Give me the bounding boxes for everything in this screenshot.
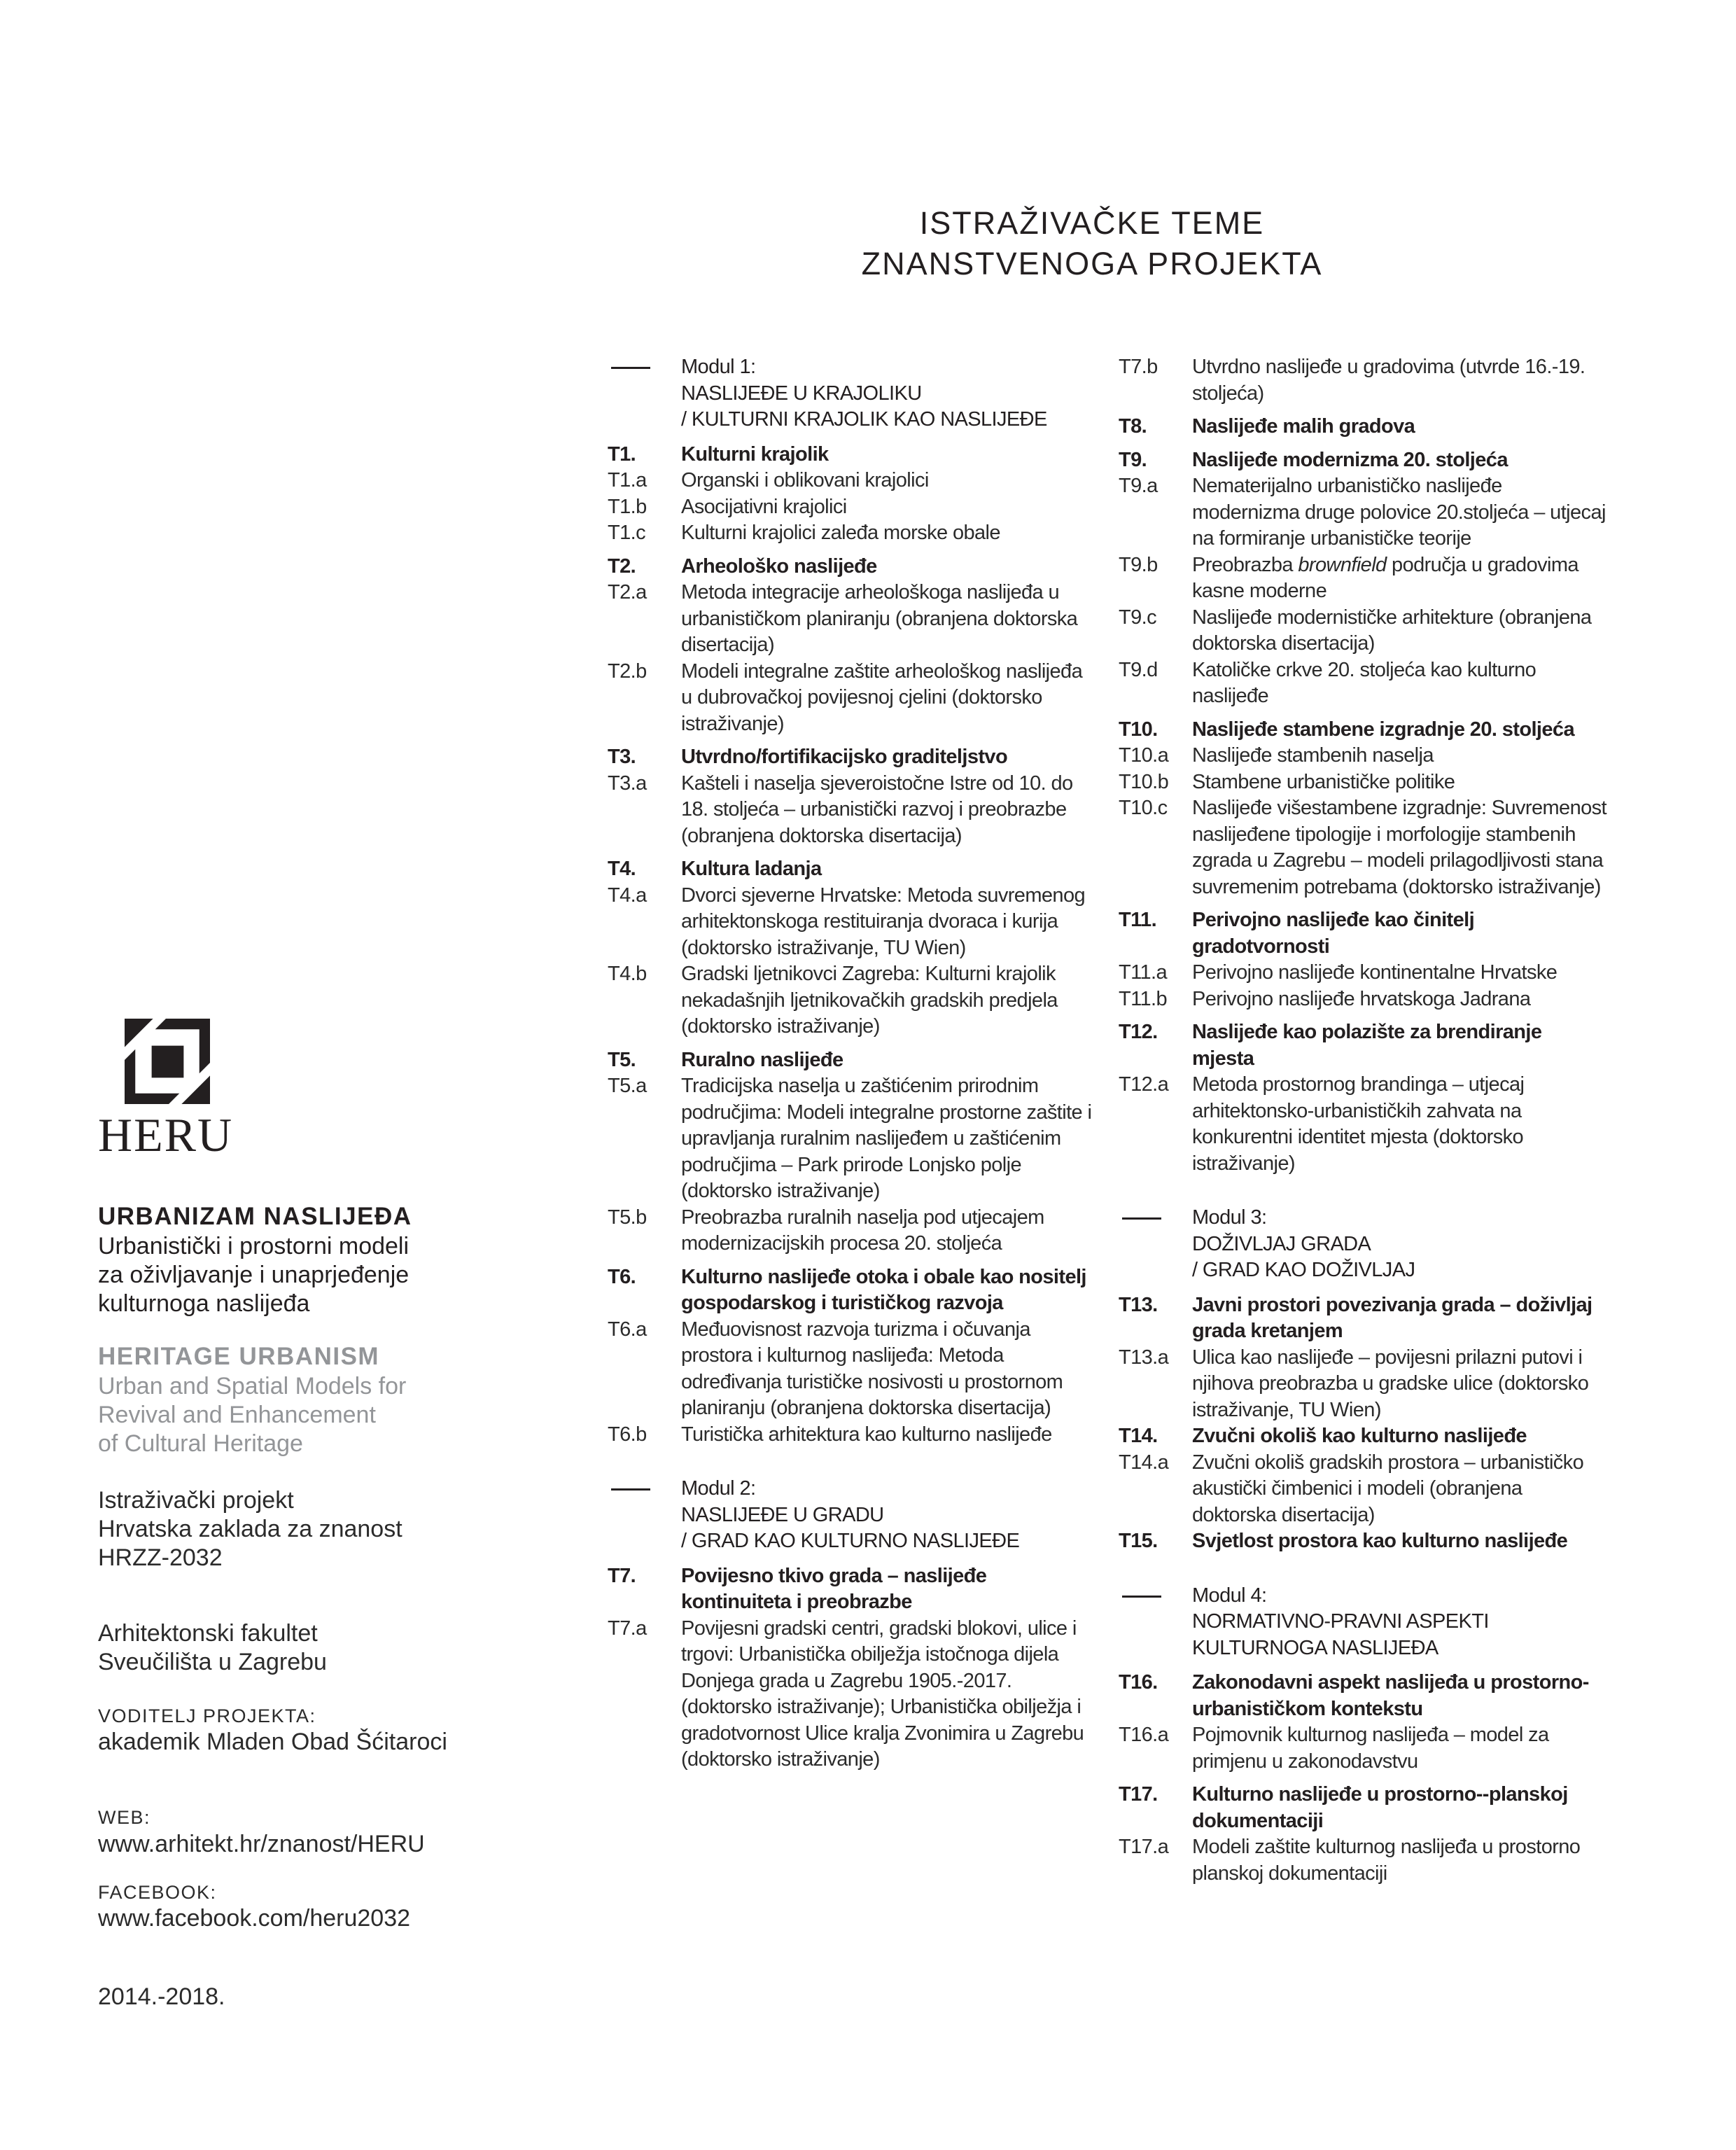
- module-heading-line: / GRAD KAO DOŽIVLJAJ: [1192, 1259, 1415, 1281]
- topic-code: T14.a: [1119, 1451, 1169, 1474]
- subtopic-item: [1119, 657, 1609, 710]
- topic-item: [608, 744, 1098, 771]
- subtopic-item: [1119, 769, 1609, 796]
- topic-code: T9.c: [1119, 606, 1156, 629]
- topic-text: Naslijeđe kao polazište za brendiranje mjesta: [1192, 1021, 1542, 1070]
- topic-item: [608, 1047, 1098, 1074]
- leader-label: VODITELJ PROJEKTA:: [98, 1705, 316, 1726]
- subtopic-item: [608, 1205, 1098, 1257]
- subtopic-item: [608, 580, 1098, 659]
- module-heading: [1119, 1583, 1609, 1662]
- web-label: WEB:: [98, 1807, 151, 1828]
- subtopic-item: [608, 1317, 1098, 1422]
- topic-code: T2.a: [608, 581, 647, 603]
- topic-text: Međuovisnost razvoja turizma i očuvanja prostora i kulturnog naslijeđa: Metoda određivanja turističke nosivosti u prostornom planiranju (obranjena doktorska disertacija): [681, 1318, 1063, 1419]
- topic-text: Tradicijska naselja u zaštićenim prirodnim područjima: Modeli integralne prostorne zaštite i upravljanja ruralnim naslijeđem u zaštićenim područjima – Park prirode Lonjsko polje (doktorsko istraživanje): [681, 1075, 1092, 1202]
- topics-column-left: [608, 354, 1098, 1773]
- topic-text: Nematerijalno urbanističko naslijeđe modernizma druge polovice 20.stoljeća – utjecaj na formiranje urbanističke teorije: [1192, 475, 1606, 550]
- subtopic-item: [1119, 1450, 1609, 1529]
- topic-code: T10.a: [1119, 744, 1169, 767]
- topic-item: [608, 442, 1098, 468]
- heru-square-logo-icon: [125, 1019, 210, 1104]
- topic-text: Kulturni krajolik: [681, 442, 829, 466]
- topic-code: T2.b: [608, 659, 647, 683]
- topic-code: T12.a: [1119, 1073, 1169, 1096]
- topic-code: T9.a: [1119, 475, 1158, 497]
- topic-code: T4.: [608, 858, 636, 880]
- topic-item: [608, 1563, 1098, 1616]
- heru-wordmark: HERU: [98, 1108, 234, 1161]
- module-heading-line: KULTURNOGA NASLIJEĐA: [1192, 1636, 1438, 1659]
- funding-info: Istraživački projekt Hrvatska zaklada za znanost HRZZ-2032: [98, 1487, 402, 1571]
- topic-code: T1.: [608, 442, 636, 466]
- leader-name: akademik Mladen Obad Šćitaroci: [98, 1729, 447, 1755]
- topic-code: T12.: [1119, 1021, 1158, 1043]
- topic-text: Kašteli i naselja sjeveroistočne Istre od 10. do 18. stoljeća – urbanistički razvoj i preobrazbe (obranjena doktorska disertacija): [681, 772, 1073, 847]
- module-heading-line: NASLIJEĐE U GRADU: [681, 1503, 884, 1526]
- topic-text: Preobrazba ruralnih naselja pod utjecajem modernizacijskih procesa 20. stoljeća: [681, 1206, 1044, 1255]
- page-title: [812, 203, 1372, 284]
- module-heading-line: / GRAD KAO KULTURNO NASLIJEĐE: [681, 1530, 1020, 1552]
- topic-code: T3.a: [608, 772, 647, 795]
- topic-text: Utvrdno naslijeđe u gradovima (utvrde 16.-19. stoljeća): [1192, 356, 1586, 405]
- topic-code: T1.b: [608, 495, 647, 518]
- module-heading-line: / KULTURNI KRAJOLIK KAO NASLIJEĐE: [681, 408, 1047, 431]
- topic-text: Ulica kao naslijeđe – povijesni prilazni putovi i njihova preobrazba u gradske ulice (doktorsko istraživanje, TU Wien): [1192, 1346, 1589, 1421]
- topic-code: T17.a: [1119, 1836, 1169, 1858]
- subtopic-item: [608, 771, 1098, 850]
- module-dash-divider: [1122, 1217, 1161, 1220]
- topic-item: [1119, 717, 1609, 744]
- topic-code: T4.a: [608, 884, 647, 907]
- topic-text: Katoličke crkve 20. stoljeća kao kulturno naslijeđe: [1192, 658, 1536, 707]
- subtopic-item: [1119, 1345, 1609, 1424]
- topic-text: Kulturni krajolici zaleđa morske obale: [681, 522, 1000, 544]
- institution-info: Arhitektonski fakultet Sveučilišta u Zagrebu: [98, 1620, 327, 1675]
- topic-text: Utvrdno/fortifikacijsko graditeljstvo: [681, 746, 1008, 768]
- topic-text: Naslijeđe modernizma 20. stoljeća: [1192, 448, 1508, 471]
- topic-code: T6.a: [608, 1318, 647, 1341]
- topic-text: Dvorci sjeverne Hrvatske: Metoda suvremenog arhitektonskoga restituiranja dvoraca i kurija (doktorsko istraživanje, TU Wien): [681, 884, 1085, 959]
- page-title-line-2: ZNANSTVENOGA PROJEKTA: [861, 246, 1323, 281]
- topic-text: Modeli integralne zaštite arheološkog naslijeđa u dubrovačkoj povijesnoj cjelini (doktorsko istraživanje): [681, 659, 1083, 735]
- topic-text: Arheološko naslijeđe: [681, 554, 877, 578]
- topic-code: T7.b: [1119, 356, 1158, 378]
- subtopic-item: [1119, 1834, 1609, 1887]
- topic-item: [1119, 1782, 1609, 1834]
- subtopic-item: [608, 494, 1098, 521]
- topic-code: T16.: [1119, 1671, 1158, 1694]
- topic-text: Povijesno tkivo grada – naslijeđe kontinuiteta i preobrazbe: [681, 1564, 987, 1613]
- subtopic-item: [608, 961, 1098, 1040]
- facebook-label: FACEBOOK:: [98, 1882, 217, 1903]
- subtopic-item: [608, 883, 1098, 962]
- topic-text: Metoda prostornog brandinga – utjecaj arhitektonsko-urbanističkih zahvata na konkurentni identitet mjesta (doktorsko istraživanje): [1192, 1073, 1525, 1175]
- subtopic-item: [1119, 473, 1609, 552]
- topic-text: Naslijeđe višestambene izgradnje: Suvremenost naslijeđene tipologije i morfologije stambenih zgrada u Zagrebu – modeli prilagodljivosti stana suvremenim potrebama (doktorsko istraživanje): [1192, 797, 1606, 898]
- topic-code: T13.: [1119, 1293, 1158, 1316]
- topic-code: T4.b: [608, 963, 647, 985]
- topic-code: T9.: [1119, 448, 1147, 471]
- topic-code: T16.a: [1119, 1724, 1169, 1746]
- topic-code: T9.b: [1119, 553, 1158, 576]
- topic-text: Svjetlost prostora kao kulturno naslijeđe: [1192, 1530, 1568, 1552]
- topic-code: T3.: [608, 746, 636, 768]
- topic-text: Kulturno naslijeđe u prostorno--planskoj dokumentaciji: [1192, 1783, 1568, 1832]
- subtopic-item: [1119, 605, 1609, 657]
- heru-logo: [98, 1019, 266, 1159]
- topic-item: [1119, 1019, 1609, 1072]
- hr-project-title: URBANIZAM NASLIJEĐA: [98, 1203, 412, 1230]
- topic-text: Gradski ljetnikovci Zagreba: Kulturni krajolik nekadašnjih ljetnikovačkih gradskih predjela (doktorsko istraživanje): [681, 963, 1058, 1038]
- module-heading: [608, 354, 1098, 433]
- topic-code: T11.: [1119, 909, 1157, 931]
- topic-text: Asocijativni krajolici: [681, 495, 847, 518]
- en-project-subtitle: Urban and Spatial Models for Revival and Enhancement of Cultural Heritage: [98, 1373, 407, 1457]
- topic-text: Stambene urbanističke politike: [1192, 770, 1455, 793]
- subtopic-item: [608, 520, 1098, 547]
- topic-text: Metoda integracije arheološkoga naslijeđa u urbanističkom planiranju (obranjena doktorska disertacija): [681, 581, 1078, 656]
- topic-text: Kultura ladanja: [681, 858, 822, 880]
- topic-text: Zvučni okoliš kao kulturno naslijeđe: [1192, 1425, 1527, 1447]
- topic-text: Ruralno naslijeđe: [681, 1048, 844, 1071]
- topic-item: [1119, 447, 1609, 474]
- topic-text: Perivojno naslijeđe hrvatskoga Jadrana: [1192, 987, 1531, 1010]
- topic-code: T13.a: [1119, 1346, 1169, 1369]
- topic-text: Naslijeđe malih gradova: [1192, 415, 1415, 438]
- module-heading-line: Modul 1:: [681, 356, 756, 378]
- module-heading-line: NORMATIVNO-PRAVNI ASPEKTI: [1192, 1610, 1489, 1633]
- topic-item: [608, 554, 1098, 580]
- topic-text: Naslijeđe stambenih naselja: [1192, 744, 1434, 767]
- subtopic-item: [608, 468, 1098, 494]
- topic-code: T15.: [1119, 1530, 1158, 1552]
- topic-item: [1119, 1292, 1609, 1345]
- topic-item: [1119, 1670, 1609, 1722]
- web-link[interactable]: www.arhitekt.hr/znanost/HERU: [98, 1831, 425, 1857]
- topic-text: Povijesni gradski centri, gradski blokovi, ulice i trgovi: Urbanistička obilježja istočnoga dijela Donjega grada u Zagrebu 1905.-2017. (doktorsko istraživanje); Urbanistička obilježja i gradotvornost Ulice kralja Zvonimira u Zagrebu (doktorsko istraživanje): [681, 1617, 1084, 1771]
- topic-text: Javni prostori povezivanja grada – doživljaj grada kretanjem: [1192, 1293, 1592, 1342]
- topic-code: T1.c: [608, 522, 645, 544]
- topic-text: Naslijeđe stambene izgradnje 20. stoljeća: [1192, 718, 1574, 741]
- subtopic-item: [608, 1616, 1098, 1773]
- module-heading-line: NASLIJEĐE U KRAJOLIKU: [681, 382, 922, 405]
- topic-code: T8.: [1119, 415, 1147, 438]
- module-heading-line: Modul 3:: [1192, 1206, 1267, 1229]
- page-title-line-1: ISTRAŽIVAČKE TEME: [919, 205, 1265, 241]
- topic-code: T11.a: [1119, 961, 1168, 984]
- topic-item: [608, 1264, 1098, 1317]
- subtopic-item: [608, 1422, 1098, 1449]
- topic-text: Zvučni okoliš gradskih prostora – urbanističko akustički čimbenici i modeli (obranjena doktorska disertacija): [1192, 1451, 1584, 1526]
- module-dash-divider: [611, 367, 650, 369]
- topic-item: [1119, 907, 1609, 960]
- topic-item: [608, 856, 1098, 883]
- topic-text: Modeli zaštite kulturnog naslijeđa u prostorno planskoj dokumentaciji: [1192, 1836, 1581, 1885]
- topic-item: [1119, 1528, 1609, 1555]
- topic-code: T1.a: [608, 469, 647, 491]
- subtopic-item: [1119, 552, 1609, 605]
- topic-code: T5.: [608, 1048, 636, 1071]
- subtopic-item: [1119, 1072, 1609, 1177]
- project-years: 2014.-2018.: [98, 1983, 225, 2010]
- topic-code: T10.c: [1119, 797, 1168, 819]
- hr-project-subtitle: Urbanistički i prostorni modeli za oživljavanje i unaprjeđenje kulturnoga naslijeđa: [98, 1233, 410, 1317]
- module-heading-line: Modul 4:: [1192, 1584, 1267, 1607]
- module-heading: [1119, 1205, 1609, 1284]
- topic-code: T2.: [608, 554, 636, 578]
- topic-code: T14.: [1119, 1425, 1158, 1447]
- topic-text: Kulturno naslijeđe otoka i obale kao nositelj gospodarskog i turističkog razvoja: [681, 1265, 1086, 1314]
- topic-code: T10.: [1119, 718, 1158, 741]
- topic-code: T10.b: [1119, 770, 1169, 793]
- subtopic-item: [1119, 960, 1609, 986]
- subtopic-item: [608, 1073, 1098, 1205]
- subtopic-item: [1119, 795, 1609, 900]
- module-heading: [608, 1476, 1098, 1555]
- topic-text: Pojmovnik kulturnog naslijeđa – model za primjenu u zakonodavstvu: [1192, 1724, 1549, 1773]
- facebook-link[interactable]: www.facebook.com/heru2032: [98, 1905, 411, 1932]
- topic-text: Zakonodavni aspekt naslijeđa u prostorno-urbanističkom kontekstu: [1192, 1671, 1589, 1720]
- subtopic-item: [1119, 986, 1609, 1013]
- module-dash-divider: [1122, 1596, 1161, 1598]
- topic-text: Preobrazba brownfield područja u gradovima kasne moderne: [1192, 553, 1584, 602]
- topic-text: Perivojno naslijeđe kontinentalne Hrvatske: [1192, 961, 1558, 984]
- subtopic-item: [1119, 743, 1609, 769]
- topic-code: T6.b: [608, 1423, 647, 1446]
- module-dash-divider: [611, 1488, 650, 1491]
- module-heading-line: DOŽIVLJAJ GRADA: [1192, 1232, 1371, 1255]
- topic-code: T5.b: [608, 1206, 647, 1229]
- module-heading-line: Modul 2:: [681, 1477, 756, 1500]
- subtopic-item: [608, 659, 1098, 738]
- topic-code: T7.a: [608, 1617, 647, 1640]
- topics-column-right: [1119, 354, 1609, 1887]
- subtopic-item: [1119, 354, 1609, 407]
- en-project-title: HERITAGE URBANISM: [98, 1343, 380, 1370]
- topic-text: Organski i oblikovani krajolici: [681, 469, 929, 491]
- topic-item: [1119, 1423, 1609, 1450]
- topic-code: T9.d: [1119, 658, 1158, 681]
- topic-item: [1119, 414, 1609, 440]
- topic-code: T6.: [608, 1265, 636, 1288]
- topic-code: T11.b: [1119, 987, 1168, 1010]
- topic-code: T5.a: [608, 1075, 647, 1097]
- topic-text: Turistička arhitektura kao kulturno naslijeđe: [681, 1423, 1052, 1446]
- subtopic-item: [1119, 1722, 1609, 1775]
- topic-text: Perivojno naslijeđe kao činitelj gradotvornosti: [1192, 909, 1475, 958]
- topic-code: T7.: [608, 1564, 636, 1587]
- topic-code: T17.: [1119, 1783, 1158, 1806]
- italic-term: brownfield: [1298, 553, 1387, 576]
- topic-text: Naslijeđe modernističke arhitekture (obranjena doktorska disertacija): [1192, 606, 1592, 655]
